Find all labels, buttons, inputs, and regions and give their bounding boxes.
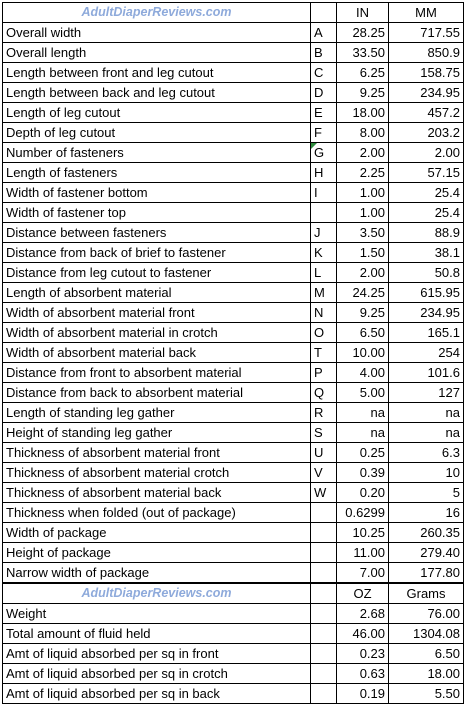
value-in: 7.00: [337, 563, 389, 584]
absorbency-header-row: [3, 583, 464, 604]
row-code: I: [311, 183, 337, 203]
row-label: Total amount of fluid held: [3, 624, 311, 644]
row-label: Length of absorbent material: [3, 283, 311, 303]
value-mm: 25.4: [389, 203, 464, 223]
header-code: [311, 3, 337, 23]
value-mm: 260.35: [389, 523, 464, 543]
value-in: 5.00: [337, 383, 389, 403]
value-in: 4.00: [337, 363, 389, 383]
dimension-row: [3, 203, 464, 223]
row-label: Overall width: [3, 23, 311, 43]
row-label: Distance from leg cutout to fastener: [3, 263, 311, 283]
value-in: 6.25: [337, 63, 389, 83]
value-mm: 50.8: [389, 263, 464, 283]
absorbency-row: [3, 684, 464, 704]
row-code: U: [311, 443, 337, 463]
row-label: Width of absorbent material back: [3, 343, 311, 363]
value-mm: 38.1: [389, 243, 464, 263]
row-code: E: [311, 103, 337, 123]
value-mm: 158.75: [389, 63, 464, 83]
value-in: 0.39: [337, 463, 389, 483]
value-grams: 18.00: [389, 664, 464, 684]
value-mm: 16: [389, 503, 464, 523]
dimension-row: [3, 23, 464, 43]
row-code: L: [311, 263, 337, 283]
dimension-row: [3, 523, 464, 543]
value-mm: na: [389, 403, 464, 423]
dimension-row: [3, 263, 464, 283]
row-label: Distance from back of brief to fastener: [3, 243, 311, 263]
value-in: 0.20: [337, 483, 389, 503]
value-mm: 5: [389, 483, 464, 503]
dimension-row: [3, 83, 464, 103]
value-oz: 0.63: [337, 664, 389, 684]
row-code: R: [311, 403, 337, 423]
row-code: Q: [311, 383, 337, 403]
dimension-row: [3, 403, 464, 423]
value-mm: 88.9: [389, 223, 464, 243]
row-label: Distance between fasteners: [3, 223, 311, 243]
value-in: 0.25: [337, 443, 389, 463]
value-in: 2.00: [337, 263, 389, 283]
value-in: 2.00: [337, 143, 389, 163]
row-label: Width of fastener bottom: [3, 183, 311, 203]
row-code: [311, 604, 337, 624]
row-code: W: [311, 483, 337, 503]
value-in: 10.00: [337, 343, 389, 363]
row-code: [311, 664, 337, 684]
row-label: Width of fastener top: [3, 203, 311, 223]
dimension-row: [3, 563, 464, 584]
value-in: 6.50: [337, 323, 389, 343]
dimension-row: [3, 483, 464, 503]
row-code: A: [311, 23, 337, 43]
row-code: C: [311, 63, 337, 83]
value-mm: 279.40: [389, 543, 464, 563]
row-code: B: [311, 43, 337, 63]
row-label: Overall length: [3, 43, 311, 63]
header-grams: Grams: [389, 583, 464, 604]
row-label: Thickness of absorbent material crotch: [3, 463, 311, 483]
row-code: T: [311, 343, 337, 363]
value-in: 1.00: [337, 183, 389, 203]
row-code: [311, 203, 337, 223]
value-mm: 615.95: [389, 283, 464, 303]
row-label: Thickness of absorbent material back: [3, 483, 311, 503]
value-in: na: [337, 403, 389, 423]
value-in: 18.00: [337, 103, 389, 123]
dimension-row: [3, 283, 464, 303]
dimension-row: [3, 163, 464, 183]
value-mm: 25.4: [389, 183, 464, 203]
value-mm: 2.00: [389, 143, 464, 163]
row-code: G: [311, 143, 337, 163]
row-label: Height of standing leg gather: [3, 423, 311, 443]
absorbency-row: [3, 644, 464, 664]
dimension-row: [3, 103, 464, 123]
dimension-row: [3, 63, 464, 83]
dimension-row: [3, 363, 464, 383]
row-code: V: [311, 463, 337, 483]
value-grams: 76.00: [389, 604, 464, 624]
value-mm: 234.95: [389, 83, 464, 103]
dimension-row: [3, 543, 464, 563]
row-label: Width of absorbent material in crotch: [3, 323, 311, 343]
value-mm: 203.2: [389, 123, 464, 143]
dimension-row: [3, 183, 464, 203]
value-grams: 6.50: [389, 644, 464, 664]
value-in: 24.25: [337, 283, 389, 303]
row-label: Width of package: [3, 523, 311, 543]
row-label: Distance from front to absorbent material: [3, 363, 311, 383]
header-in: IN: [337, 3, 389, 23]
row-label: Length of leg cutout: [3, 103, 311, 123]
row-code: M: [311, 283, 337, 303]
row-label: Amt of liquid absorbed per sq in front: [3, 644, 311, 664]
value-mm: 177.80: [389, 563, 464, 584]
header-mm: MM: [389, 3, 464, 23]
value-mm: 127: [389, 383, 464, 403]
dimension-row: [3, 383, 464, 403]
row-label: Length of fasteners: [3, 163, 311, 183]
row-label: Narrow width of package: [3, 563, 311, 584]
value-mm: 10: [389, 463, 464, 483]
value-in: 11.00: [337, 543, 389, 563]
row-label: Depth of leg cutout: [3, 123, 311, 143]
site-name: AdultDiaperReviews.com: [3, 3, 311, 23]
header-oz: OZ: [337, 583, 389, 604]
value-mm: 165.1: [389, 323, 464, 343]
row-label: Height of package: [3, 543, 311, 563]
row-code: [311, 684, 337, 704]
value-mm: na: [389, 423, 464, 443]
dimension-row: [3, 243, 464, 263]
dimension-row: [3, 143, 464, 163]
row-label: Width of absorbent material front: [3, 303, 311, 323]
value-mm: 254: [389, 343, 464, 363]
header-code-2: [311, 583, 337, 604]
row-label: Length of standing leg gather: [3, 403, 311, 423]
value-in: 33.50: [337, 43, 389, 63]
value-oz: 46.00: [337, 624, 389, 644]
row-code: [311, 503, 337, 523]
value-mm: 6.3: [389, 443, 464, 463]
row-code: P: [311, 363, 337, 383]
value-in: 9.25: [337, 303, 389, 323]
dimension-row: [3, 343, 464, 363]
absorbency-row: [3, 664, 464, 684]
value-in: 28.25: [337, 23, 389, 43]
row-code: O: [311, 323, 337, 343]
dimension-row: [3, 123, 464, 143]
row-label: Thickness of absorbent material front: [3, 443, 311, 463]
dimension-row: [3, 323, 464, 343]
dimension-row: [3, 503, 464, 523]
row-code: [311, 644, 337, 664]
value-mm: 457.2: [389, 103, 464, 123]
value-in: 2.25: [337, 163, 389, 183]
row-code: D: [311, 83, 337, 103]
row-code: [311, 523, 337, 543]
row-code: [311, 563, 337, 584]
absorbency-row: [3, 624, 464, 644]
value-mm: 234.95: [389, 303, 464, 323]
header-row: [3, 3, 464, 23]
row-code: F: [311, 123, 337, 143]
row-label: Number of fasteners: [3, 143, 311, 163]
row-label: Distance from back to absorbent material: [3, 383, 311, 403]
site-name-2: AdultDiaperReviews.com: [3, 583, 311, 604]
row-code: N: [311, 303, 337, 323]
spec-table: [2, 2, 464, 704]
value-in: 0.6299: [337, 503, 389, 523]
dimension-row: [3, 43, 464, 63]
value-grams: 1304.08: [389, 624, 464, 644]
value-oz: 2.68: [337, 604, 389, 624]
value-in: na: [337, 423, 389, 443]
dimension-row: [3, 423, 464, 443]
dimension-row: [3, 223, 464, 243]
row-label: Length between front and leg cutout: [3, 63, 311, 83]
row-label: Thickness when folded (out of package): [3, 503, 311, 523]
value-mm: 717.55: [389, 23, 464, 43]
value-in: 3.50: [337, 223, 389, 243]
row-label: Amt of liquid absorbed per sq in crotch: [3, 664, 311, 684]
dimension-row: [3, 463, 464, 483]
value-grams: 5.50: [389, 684, 464, 704]
value-in: 1.50: [337, 243, 389, 263]
row-code: H: [311, 163, 337, 183]
value-mm: 57.15: [389, 163, 464, 183]
dimension-row: [3, 303, 464, 323]
value-mm: 101.6: [389, 363, 464, 383]
value-in: 8.00: [337, 123, 389, 143]
row-code: J: [311, 223, 337, 243]
row-code: [311, 543, 337, 563]
value-in: 10.25: [337, 523, 389, 543]
value-in: 9.25: [337, 83, 389, 103]
row-code: [311, 624, 337, 644]
dimension-row: [3, 443, 464, 463]
value-oz: 0.19: [337, 684, 389, 704]
value-mm: 850.9: [389, 43, 464, 63]
value-in: 1.00: [337, 203, 389, 223]
row-code: K: [311, 243, 337, 263]
value-oz: 0.23: [337, 644, 389, 664]
row-label: Length between back and leg cutout: [3, 83, 311, 103]
row-code: S: [311, 423, 337, 443]
row-label: Amt of liquid absorbed per sq in back: [3, 684, 311, 704]
row-label: Weight: [3, 604, 311, 624]
absorbency-row: [3, 604, 464, 624]
